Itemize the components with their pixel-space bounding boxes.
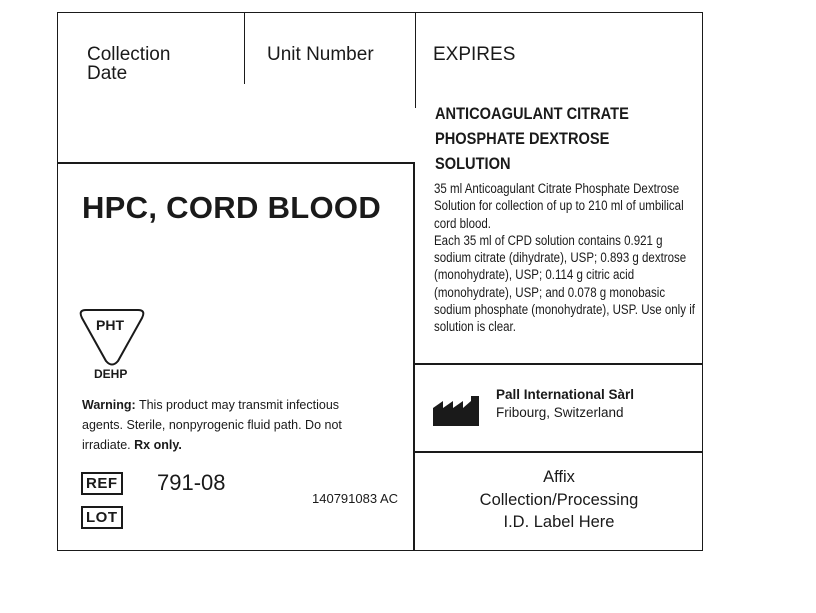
unit-number-label: Unit Number xyxy=(267,44,374,65)
expires-label: EXPIRES xyxy=(433,44,516,65)
divider-right-2 xyxy=(413,451,703,453)
solution-body: 35 ml Anticoagulant Citrate Phosphate Dextrose Solution for collection of up to 210 ml of umbilical cord blood. Each 35 ml of CPD solution contains 0.921 g sodium citrate (dihydrate), USP; 0.893 g dextrose (monohydrate), USP; 0.114 g citric acid (monohydrate), USP; and 0.078 g monobasic sodium phosphate (monohydrate), USP. Use only if solution is clear. xyxy=(434,181,695,335)
catalog-code: 140791083 AC xyxy=(312,491,399,506)
pht-dehp-badge xyxy=(76,306,148,384)
divider-right-1 xyxy=(413,363,703,365)
warning-block xyxy=(82,395,382,455)
warning-label: Warning: xyxy=(82,398,136,412)
divider-header-2 xyxy=(415,12,416,108)
pht-triangle-icon xyxy=(76,306,148,368)
ref-number: 791-08 xyxy=(157,470,226,495)
affix-label-area: Affix Collection/Processing I.D. Label Here xyxy=(479,468,639,531)
divider-left-horizontal xyxy=(57,162,414,164)
rx-only: Rx only. xyxy=(134,438,182,452)
product-name: HPC, CORD BLOOD xyxy=(82,190,381,225)
lot-box: LOT xyxy=(81,506,123,529)
warning-text: This product may transmit infectious agents. Sterile, nonpyrogenic fluid path. Do not irradiate. xyxy=(82,398,342,452)
divider-header-1 xyxy=(244,12,245,84)
pht-badge-text: PHT xyxy=(96,317,124,333)
ref-box: REF xyxy=(81,472,123,495)
manufacturer-name: Pall International Sàrl xyxy=(496,387,635,402)
solution-title: ANTICOAGULANT CITRATE PHOSPHATE DEXTROSE SOLUTION xyxy=(435,104,629,173)
collection-date-label: Collection Date xyxy=(87,44,171,84)
factory-icon xyxy=(433,396,483,426)
manufacturer-location: Fribourg, Switzerland xyxy=(496,405,624,420)
dehp-text: DEHP xyxy=(94,367,128,381)
